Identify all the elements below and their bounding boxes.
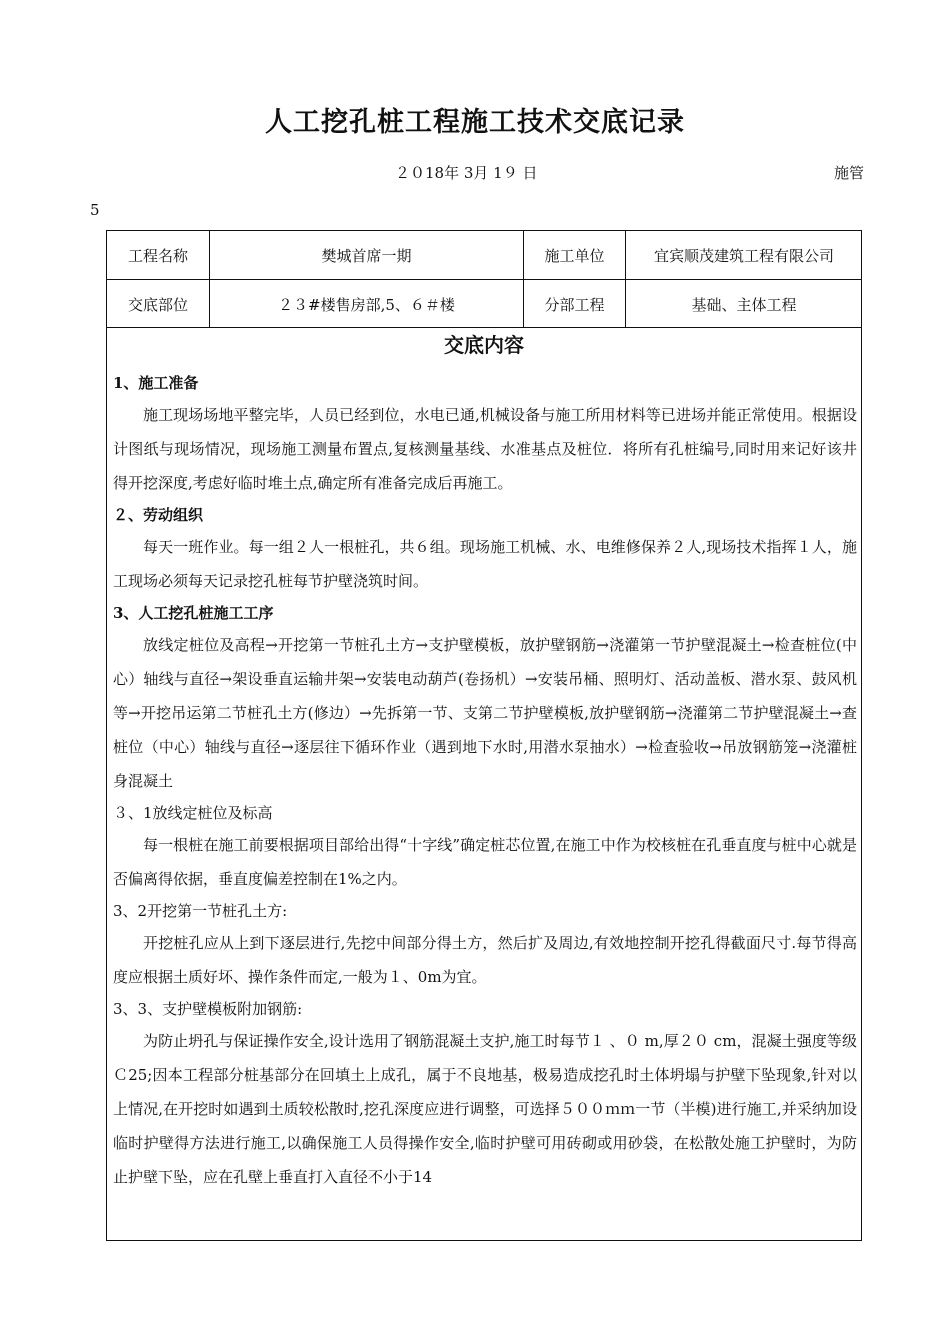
section-heading: 1、施工准备 xyxy=(113,374,199,392)
section-paragraph: 为防止坍孔与保证操作安全,设计选用了钢筋混凝土支护,施工时每节１ 、０ m,厚２０ cm，混凝土强度等级Ｃ25;因本工程部分桩基部分在回填土上成孔，属于不良地基，极易造成挖孔时土体坍塌与护壁下坠现象,针对以上情况,在开挖时如遇到土质较松散时,挖孔深度应进行调整，可选择５００ｍｍ一节（半模)进行施工,并采纳加设临时护壁得方法进行施工,以确保施工人员得操作安全,临时护壁可用砖砌或用砂袋，在松散处施工护壁时，为防止护壁下坠，应在孔壁上垂直打入直径不小于14 xyxy=(113,1032,857,1186)
subsection-heading: ３、1放线定桩位及标高 xyxy=(113,804,273,822)
handover-part-value: ２３#楼售房部,5、６＃楼 xyxy=(278,295,455,314)
project-name-value: 樊城首席一期 xyxy=(321,246,412,265)
sub-project-value: 基础、主体工程 xyxy=(691,295,797,314)
project-name-label: 工程名称 xyxy=(127,246,188,265)
section-paragraph: 放线定桩位及高程→开挖第一节桩孔土方→支护壁模板，放护壁钢筋→浇灌第一节护壁混凝土→检查桩位(中心）轴线与直径→架设垂直运输井架→安装电动葫芦(卷扬机）→安装吊桶、照明灯、活动盖板、潜水泵、鼓风机等→开挖吊运第二节桩孔土方(修边）→先拆第一节、支第二节护壁模板,放护壁钢筋→浇灌第二节护壁混凝土→查桩位（中心）轴线与直径→逐层往下循环作业（遇到地下水时,用潜水泵抽水）→检查验收→吊放钢筋笼→浇灌桩身混凝土 xyxy=(113,636,857,790)
record-table xyxy=(106,230,862,1241)
content-body xyxy=(113,368,857,1194)
subsection-heading: 3、3、支护壁模板附加钢筋: xyxy=(113,1000,303,1018)
handover-part-label: 交底部位 xyxy=(127,295,188,314)
construction-unit-value: 宜宾顺茂建筑工程有限公司 xyxy=(653,246,834,265)
section-heading: 3、人工挖孔桩施工工序 xyxy=(113,604,274,622)
subsection-heading: 3、2开挖第一节桩孔土方: xyxy=(113,902,288,920)
record-date: ２０18年 3月 1９ 日 xyxy=(395,164,538,182)
section-heading: ２、劳动组织 xyxy=(113,506,204,524)
document-title: 人工挖孔桩工程施工技术交底记录 xyxy=(265,107,685,138)
section-paragraph: 开挖桩孔应从上到下逐层进行,先挖中间部分得土方，然后扩及周边,有效地控制开挖孔得截面尺寸.每节得高度应根据土质好坏、操作条件而定,一般为１、0m为宜。 xyxy=(113,934,857,986)
section-paragraph: 每天一班作业。每一组２人一根桩孔，共６组。现场施工机械、水、电维修保养２人,现场技术指挥１人，施工现场必须每天记录挖孔桩每节护壁浇筑时间。 xyxy=(113,538,857,590)
section-paragraph: 施工现场场地平整完毕，人员已经到位，水电已通,机械设备与施工所用材料等已进场并能正常使用。根据设计图纸与现场情况，现场施工测量布置点,复核测量基线、水准基点及桩位．将所有孔桩编号,同时用来记好该井得开挖深度,考虑好临时堆土点,确定所有准备完成后再施工。 xyxy=(113,406,857,492)
section-paragraph: 每一根桩在施工前要根据项目部给出得“十字线”确定桩芯位置,在施工中作为校核桩在孔垂直度与桩中心就是否偏离得依据，垂直度偏差控制在1%之内。 xyxy=(113,836,857,888)
sub-project-label: 分部工程 xyxy=(544,295,605,314)
record-code-number: 5 xyxy=(90,201,100,219)
content-title: 交底内容 xyxy=(444,333,524,357)
construction-unit-label: 施工单位 xyxy=(544,246,605,265)
record-code-prefix: 施管 xyxy=(834,164,865,182)
